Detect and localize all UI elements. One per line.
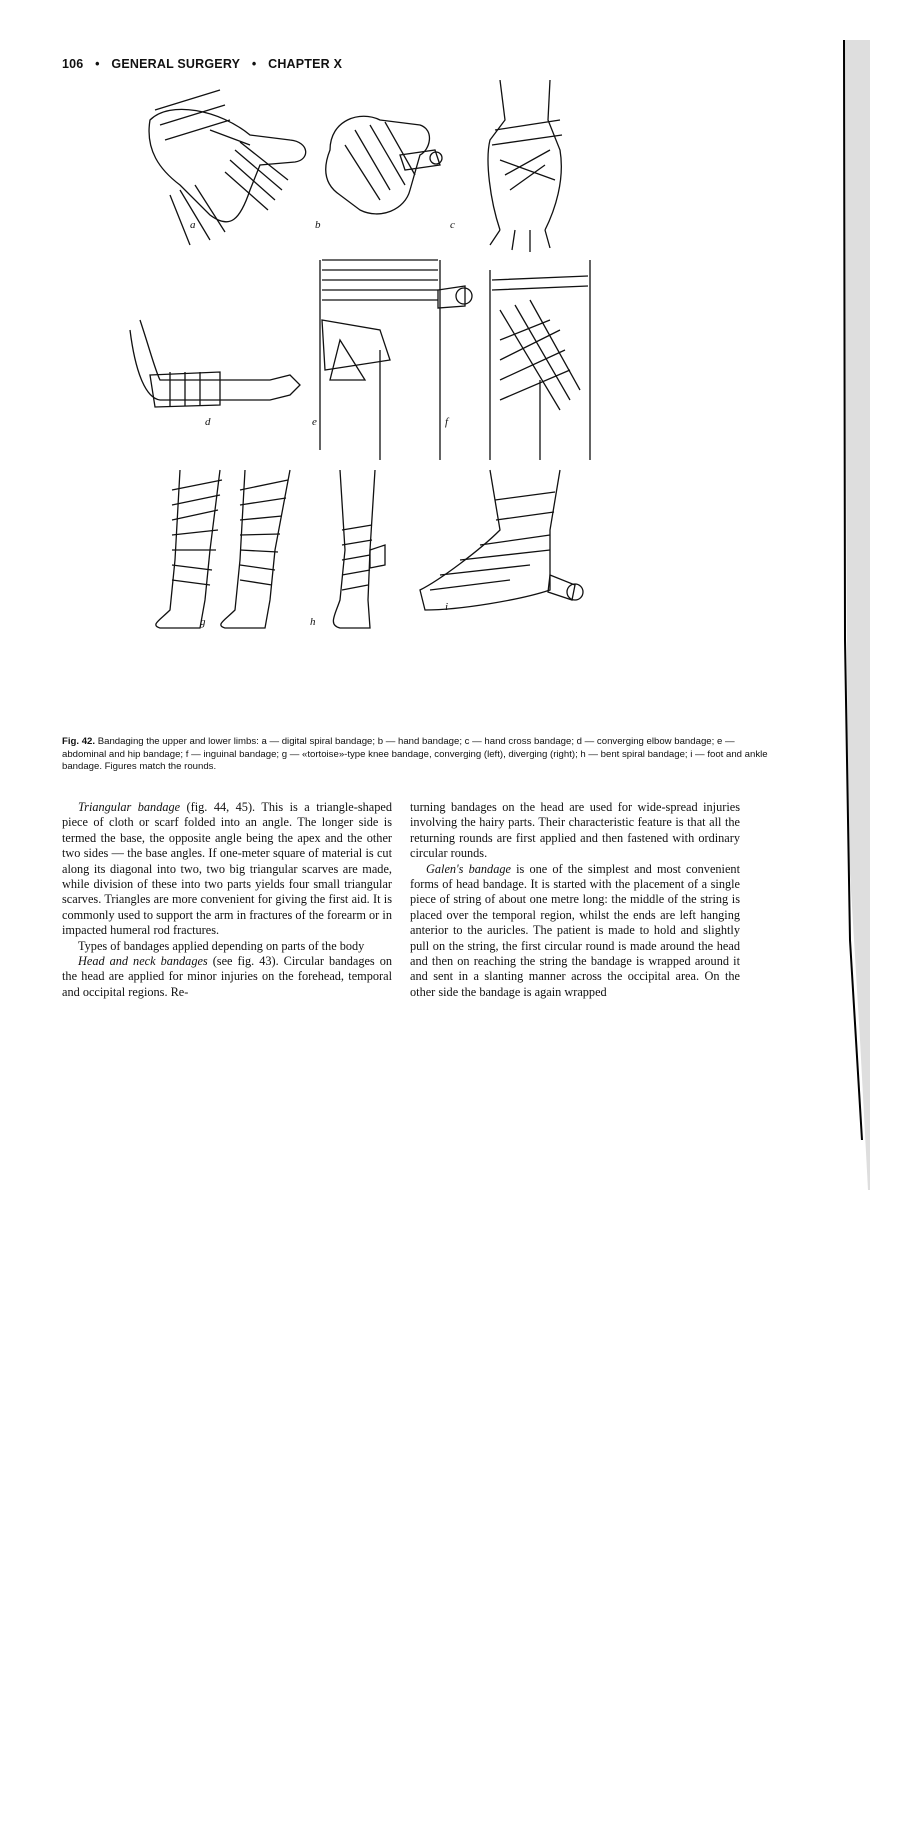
header-bullet: •	[251, 57, 257, 71]
drawing-c-hand-cross	[488, 80, 562, 252]
running-header	[62, 57, 350, 71]
scan-edge-shadow	[840, 40, 870, 1190]
paragraph-returning-bandages: turning bandages on the head are used for wide-spread injuries involving the hairy parts. Their characteristic feature is that all the returning rounds are first applied and then fastened with ordinary circular rounds.	[410, 800, 740, 861]
panel-label-e: e	[312, 416, 317, 428]
bandage-drawings	[60, 80, 780, 730]
figure-42-illustration	[60, 80, 780, 730]
drawing-b-hand-bandage	[326, 116, 442, 214]
panel-label-g: g	[200, 616, 206, 628]
drawing-h-spiral	[333, 470, 385, 628]
panel-label-h: h	[310, 616, 316, 628]
caption-text: Bandaging the upper and lower limbs: a — digital spiral bandage; b — hand bandage; c — hand cross bandage; d — converging elbow bandage; e — abdominal and hip bandage; f — inguinal bandage; g — «tortoise»-type knee bandage, converging (left), diverging (right); h — bent spiral bandage; i — foot and ankle bandage. Figures match the rounds.	[62, 736, 768, 772]
caption-label: Fig. 42.	[62, 736, 96, 747]
panel-label-d: d	[205, 416, 211, 428]
panel-label-a: a	[190, 219, 196, 231]
chapter-title: CHAPTER X	[268, 57, 343, 71]
page-number: 106	[62, 57, 84, 71]
panel-label-b: b	[315, 219, 321, 231]
term-triangular-bandage: Triangular bandage	[78, 800, 181, 814]
term-galens-bandage: Galen's bandage	[426, 861, 511, 876]
figure-caption	[62, 736, 770, 774]
right-text-column	[410, 800, 740, 1000]
drawing-i-foot-ankle	[420, 470, 583, 610]
panel-label-i: i	[445, 601, 449, 613]
header-bullet: •	[95, 57, 100, 71]
drawing-d-elbow	[130, 320, 300, 407]
drawing-a-digital-spiral	[149, 90, 306, 245]
term-head-neck-bandages: Head and neck bandages	[78, 954, 208, 969]
paragraph-head-neck-bandages: Head and neck bandages (see fig. 43). Circular bandages on the head are applied for minor injuries on the forehead, temporal and occipital regions. Re-	[62, 954, 392, 999]
drawing-f-inguinal	[490, 260, 590, 460]
paragraph-bandage-types: Types of bandages applied depending on parts of the body	[78, 938, 365, 953]
panel-label-f: f	[445, 416, 449, 428]
drawing-g-knee	[156, 470, 290, 628]
drawing-e-hip	[320, 260, 472, 460]
paragraph-triangular-bandage: Triangular bandage (fig. 44, 45). This is a triangle-shaped piece of cloth or scarf folded into an angle. The longer side is termed the base, the opposite angle being the apex and the other two sides — the base angles. If one-meter square of material is cut along its diagonal into two, two big triangular scarves are made, while division of these into two parts yields four small triangular scarves. Triangles are more convenient for giving the first aid. It is commonly used to support the arm in fractures of the forearm or in impacted humeral rod fractures.	[62, 800, 392, 938]
panel-label-c: c	[450, 219, 455, 231]
section-title: GENERAL SURGERY	[111, 57, 241, 71]
left-text-column	[62, 800, 392, 1000]
paragraph-galens-bandage: Galen's bandage is one of the simplest and most convenient forms of head bandage. It is started with the placement of a single piece of string of about one metre long: the middle of the string is placed over the temporal region, whilst the ends are left hanging anterior to the auricles. The patient is made to hold and slightly pull on the string, the first circular round is made around the head and then on reaching the string the bandage is wrapped around it and sent in a slanting manner across the occipital area. On the other side the bandage is again wrapped	[410, 861, 740, 999]
